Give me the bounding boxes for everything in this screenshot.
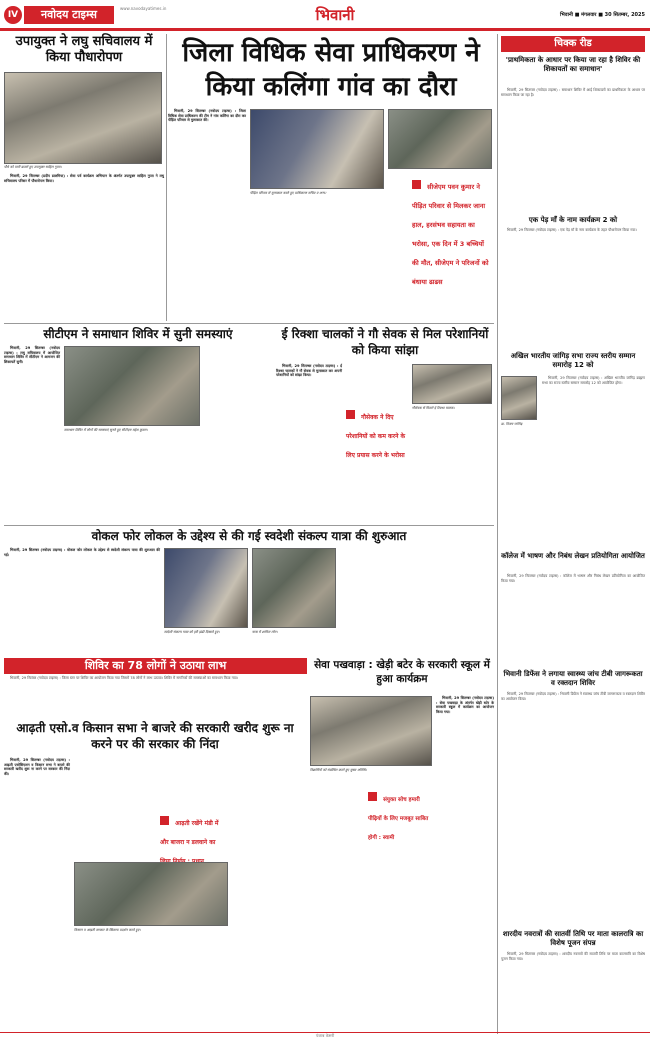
paper-logo: नवोदय टाइम्स [24, 6, 114, 24]
sidebar-story-title: शारदीय नवरात्रों की सातवीं तिथि पर माता कालरात्रि का विशेष पूजन संपन्न [502, 930, 644, 947]
sidebar-story-body [501, 574, 645, 666]
story-intro: भिवानी, 29 सितम्बर (नवोदय टाइम्स) : जिला विधिक सेवा प्राधिकरण की टीम ने गांव कलिंगा का दौरा कर पीड़ित परिवार से मुलाकात की। [168, 109, 246, 123]
story-body [276, 364, 342, 519]
photo-visit [250, 109, 384, 189]
sidebar-story-body [501, 692, 645, 928]
portrait-photo [501, 376, 537, 420]
footer-bar [0, 1030, 650, 1043]
headline: वोकल फोर लोकल के उद्देश्य से की गई स्वदेशी संकल्प यात्रा की शुरुआत [91, 529, 407, 543]
photo-erickshaw [412, 364, 492, 404]
photo-protest [74, 862, 228, 926]
masthead [0, 0, 650, 32]
highlight-box [346, 404, 408, 459]
sidebar-quick-read [497, 34, 647, 1034]
photo-yatra [164, 548, 248, 628]
highlight-box [412, 174, 492, 286]
sidebar-story-text: भिवानी, 29 सितम्बर (नवोदय टाइम्स) : अखिल भारतीय जांगिड़ ब्राह्मण सभा का राज्य स्तरीय सम्मान समारोह 12 को आयोजित होगा। [542, 376, 645, 385]
sidebar-story-title: भिवानी डिफेंस ने लगाया स्वास्थ्य जांच टीबी जागरूकता व रक्तदान शिविर [503, 670, 643, 687]
story-text: भिवानी, 29 सितंबर (नवोदय टाइम्स) : जिला स्तर पर शिविर का आयोजन किया गया जिसमें 78 लोगों ने लाभ उठाया। शिविर में नागरिकों की समस्याओं का समाधान किया गया। [10, 676, 239, 680]
issue-date: भिवानी ■ मंगलवार ■ 30 सितम्बर, 2025 [560, 12, 645, 18]
headline: सेवा पखवाड़ा : खेड़ी बटेर के सरकारी स्कूल में हुआ कार्यक्रम [314, 659, 490, 685]
headline: सीटीएम ने समाधान शिविर में सुनी समस्याएं [43, 327, 233, 341]
highlight-box [368, 786, 432, 841]
sidebar-story-text: भिवानी, 29 सितम्बर (नवोदय टाइम्स) : समाधान शिविर में आई शिकायतों का प्राथमिकता के आधार पर समाधान किया जा रहा है। [501, 88, 645, 97]
photo-plantation [4, 72, 162, 164]
story-camp-78 [4, 658, 307, 718]
headline: आढ़ती एसो.व किसान सभा ने बाजरे की सरकारी खरीद शुरू ना करने पर की सरकार की निंदा [16, 721, 294, 751]
story-intro: भिवानी, 29 सितम्बर (नवोदय टाइम्स) : वोकल फोर लोकल के उद्देश्य से स्वदेशी संकल्प यात्रा की शुरुआत की गई। [4, 548, 160, 557]
headline: ई रिक्शा चालकों ने गौ सेवक से मिल परेशानियों को किया सांझा [281, 327, 489, 357]
highlight-text: संयुक्त सोच हमारी पीढ़ियों के लिए मजबूत साबित होगी : स्वामी [368, 797, 429, 841]
headline-banner: शिविर का 78 लोगों ने उठाया लाभ [4, 658, 307, 674]
story-swadeshi [4, 528, 494, 656]
story-erickshaw [276, 326, 494, 524]
story-intro: भिवानी, 29 सितम्बर (नवोदय टाइम्स) : ई रिक्शा चालकों ने गौ सेवक से मुलाकात कर अपनी परेशानियों को सांझा किया। [276, 364, 342, 378]
row-rule [4, 525, 494, 526]
sidebar-header: चिक्क रीड [501, 36, 645, 52]
sidebar-story-text: भिवानी, 29 सितम्बर (नवोदय टाइम्स) : शारदीय नवरात्रों की सातवीं तिथि पर माता कालरात्रि का विशेष पूजन किया गया। [501, 952, 645, 961]
highlight-box [160, 810, 228, 858]
story-ctm-camp [4, 326, 272, 524]
photo-yatra-2 [252, 548, 336, 628]
photo-caption: गौसेवक से मिलते ई रिक्शा चालक। [412, 406, 455, 410]
photo-visit-2 [388, 109, 492, 169]
story-seva-pakhwada [310, 658, 494, 1026]
sidebar-story-text: भिवानी, 29 सितम्बर (नवोदय टाइम्स) : एक पेड़ माँ के नाम कार्यक्रम के तहत पौधारोपण किया गया। [507, 228, 637, 232]
story-legal-services [168, 34, 494, 321]
sidebar-story-text: भिवानी, 29 सितम्बर (नवोदय टाइम्स) : भिवानी डिफेंस ने स्वास्थ्य जांच टीबी जागरूकता व रक्तदान शिविर का आयोजन किया। [501, 692, 645, 701]
story-intro: भिवानी, 29 सितम्बर (प्रदीप डालमिया) : सेवा पर्व कार्यक्रम अभियान के अंतर्गत उपायुक्त साहिल गुप्ता ने लघु सचिवालय परिसर में पौधारोपण किया। [4, 174, 164, 183]
row-rule [4, 323, 494, 324]
section-title: भिवानी [315, 6, 355, 24]
highlight-text: गौसेवक ने दिए परेशानियों को कम करने के लिए प्रयास करने के भरोसा [346, 414, 406, 459]
paper-url: www.navodayatimes.in [120, 6, 167, 11]
sidebar-story-title: एक पेड़ माँ के नाम कार्यक्रम 2 को [528, 216, 618, 224]
bullet-icon [412, 180, 421, 189]
photo-caption: विद्यार्थियों को संबोधित करते हुए मुख्य अतिथि। [310, 768, 367, 772]
page-number: IV [4, 6, 22, 24]
sidebar-story-body [501, 952, 645, 1032]
photo-caption: पीड़ित परिवार से मुलाकात करते हुए प्राधिकरण सचिव व अन्य। [250, 191, 327, 195]
story-body [4, 548, 160, 653]
story-plantation [4, 34, 164, 321]
sidebar-story-body [542, 376, 645, 548]
story-intro: भिवानी, 29 सितम्बर (नवोदय टाइम्स) : सेवा पखवाड़ा के अंतर्गत खेड़ी बटेर के सरकारी स्कूल में कार्यक्रम का आयोजन किया गया। [436, 696, 494, 714]
sidebar-story-title: 'प्राथमिकता के आधार पर किया जा रहा है शिविर की शिकायतों का समाधान' [505, 56, 641, 73]
photo-caption: पौधे को पानी डालते हुए उपायुक्त साहिल गुप्ता। [4, 165, 62, 169]
photo-caption: समाधान शिविर में लोगों की समस्याएं सुनते हुए सीटीएम महेश कुमार। [64, 428, 148, 432]
portrait-caption: डा. विजय जांगिड़ [501, 422, 523, 426]
story-body [436, 696, 494, 786]
highlight-text: सीजेएम पवन कुमार ने पीड़ित परिवार से मिलकर जाना हाल, हरसंभव सहायता का भरोसा, एक दिन में 3 बच्चियों की मौत, सीजेएम ने परिजनों को बंधाया ढाढस [412, 183, 489, 286]
photo-camp [64, 346, 200, 426]
headline: उपायुक्त ने लघु सचिवालय में किया पौधारोपण [15, 34, 153, 65]
story-body [168, 109, 246, 264]
sidebar-story-title: कॉलेज में भाषण और निबंध लेखन प्रतियोगिता आयोजित [501, 552, 645, 560]
sidebar-story-title: अखिल भारतीय जांगिड़ सभा राज्य स्तरीय सम्मान समारोह 12 को [510, 352, 636, 369]
column-rule [166, 34, 167, 321]
photo-caption: यात्रा में शामिल लोग। [252, 630, 278, 634]
story-body [4, 346, 60, 521]
photo-caption: स्वदेशी संकल्प यात्रा को हरी झंडी दिखाते हुए। [164, 630, 220, 634]
sidebar-story-text: भिवानी, 29 सितम्बर (नवोदय टाइम्स) : कॉलेज में भाषण और निबंध लेखन प्रतियोगिता का आयोजित किया गया। [501, 574, 645, 583]
registration-text: पंजाब केसरी [315, 1033, 335, 1038]
sidebar-story-body [501, 228, 645, 348]
photo-school [310, 696, 432, 766]
story-body [4, 676, 307, 716]
story-body [4, 174, 164, 319]
masthead-rule [0, 28, 650, 31]
bullet-icon [346, 410, 355, 419]
lead-headline: जिला विधिक सेवा प्राधिकरण ने किया कलिंगा गांव का दौरा [182, 38, 480, 102]
bullet-icon [368, 792, 377, 801]
sidebar-story-body [501, 88, 645, 216]
story-bajra-procurement [4, 720, 306, 1026]
photo-caption: किसान व आढ़ती सरकार के खिलाफ प्रदर्शन करते हुए। [74, 928, 141, 932]
bullet-icon [160, 816, 169, 825]
highlight-text: आढ़ती रखेंगे मंडी में और बाजरा न डलवाने का [160, 820, 219, 846]
story-intro: भिवानी, 29 सितम्बर (नवोदय टाइम्स) : आढ़ती एसोसिएशन व किसान सभा ने बाजरे की सरकारी खरीद शुरू ना करने पर सरकार की निंदा की। [4, 758, 70, 776]
story-body [4, 758, 70, 1023]
story-intro: भिवानी, 29 सितम्बर (नवोदय टाइम्स) : लघु सचिवालय में आयोजित समाधान शिविर में सीटीएम ने आमजन की शिकायतें सुनी। [4, 346, 60, 364]
